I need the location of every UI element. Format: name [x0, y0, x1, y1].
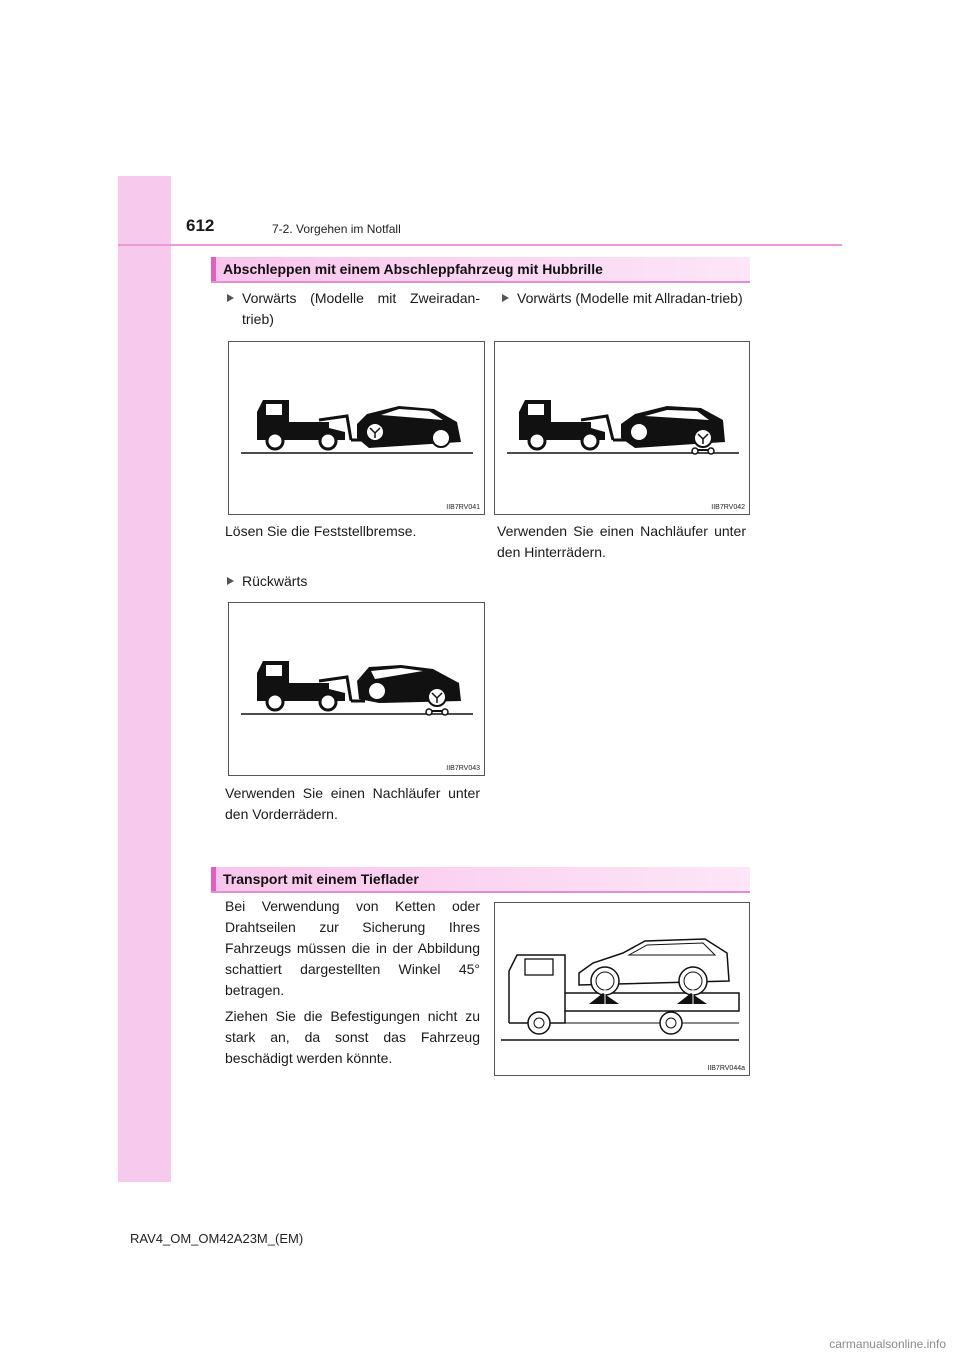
page-sidebar — [118, 176, 171, 1182]
section-heading-text: Abschleppen mit einem Abschleppfahrzeug mit Hubbrille — [223, 261, 603, 277]
figure-tow-reverse — [228, 602, 485, 776]
watermark: carmanualsonline.info — [829, 1337, 946, 1351]
heading-accent — [211, 257, 216, 281]
caption-forward-4wd: Verwenden Sie einen Nachläufer unter den Hinterrädern. — [497, 523, 746, 560]
bullet-label: Vorwärts (Modelle mit Zweiradan-trieb) — [242, 290, 480, 327]
caption-reverse: Verwenden Sie einen Nachläufer unter den Vorderrädern. — [225, 785, 480, 822]
figure-tow-forward-4wd — [494, 341, 750, 515]
figure-code: IIB7RV042 — [711, 504, 745, 511]
bullet-label: Rückwärts — [242, 573, 308, 589]
page-number: 612 — [186, 216, 215, 235]
flatbed-truck-illustration — [495, 903, 749, 1075]
paragraph-tightening: Ziehen Sie die Befestigungen nicht zu stark an, da sonst das Fahrzeug beschädigt werden könnte. — [225, 1008, 480, 1066]
bullet-forward-2wd — [227, 288, 480, 330]
section-heading-flatbed — [211, 867, 750, 893]
caption-forward-2wd: Lösen Sie die Feststellbremse. — [225, 523, 417, 539]
bullet-label: Vorwärts (Modelle mit Allradan-trieb) — [517, 290, 743, 306]
tow-truck-illustration — [229, 603, 484, 775]
figure-flatbed — [494, 902, 750, 1076]
heading-accent — [211, 867, 216, 891]
tow-truck-illustration — [495, 342, 749, 514]
section-heading-text: Transport mit einem Tieflader — [223, 871, 419, 887]
section-title: 7-2. Vorgehen im Notfall — [272, 222, 401, 236]
triangle-bullet-icon — [227, 577, 234, 585]
figure-tow-forward-2wd — [228, 341, 485, 515]
footer-doc-code: RAV4_OM_OM42A23M_(EM) — [130, 1231, 304, 1246]
tow-truck-illustration — [229, 342, 484, 514]
section-heading-towing — [211, 257, 750, 283]
figure-code: IIB7RV041 — [446, 504, 480, 511]
bullet-reverse — [227, 571, 480, 592]
header-rule — [118, 244, 842, 246]
figure-code: IIB7RV044a — [707, 1065, 745, 1072]
paragraph-chains: Bei Verwendung von Ketten oder Drahtseilen zur Sicherung Ihres Fahrzeugs müssen die in der Abbildung schattiert dargestellten Winkel 45° betragen. — [225, 898, 480, 998]
triangle-bullet-icon — [227, 294, 234, 302]
bullet-forward-4wd — [502, 288, 745, 309]
figure-code: IIB7RV043 — [446, 765, 480, 772]
triangle-bullet-icon — [502, 294, 509, 302]
